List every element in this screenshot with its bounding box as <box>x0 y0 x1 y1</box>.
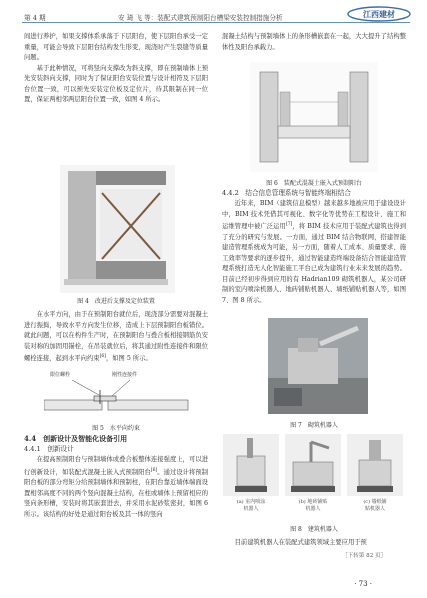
figure-6-image <box>250 62 378 172</box>
left-paragraph-4-text: 在提高预制阳台与预制墙体或叠合板整体连接强度上，可以进行创新设计，如装配式混凝土嵌入式预制阳台 <box>24 456 208 476</box>
left-column-lower <box>24 310 208 365</box>
left-paragraph-1: 间进行养护，如果支撑体系承落于下层阳台，使下层阳台承受一定重量，可能会导致下层阳台结构发生形变，现浇时产生裂缝等质量问题。 <box>24 33 208 61</box>
figure-4-image <box>60 165 175 293</box>
robot-wallpaper-label: (c) 墙纸铺 贴机器人 <box>363 499 387 512</box>
right-paragraph-2 <box>222 199 406 306</box>
issue-label: 第 4 期 <box>24 14 46 22</box>
running-title: 安 琦 飞 等：装配式建筑预制阳台槽梁安装控制措施分析 <box>118 14 283 22</box>
header-rule <box>22 22 410 23</box>
figure-7-image <box>268 318 368 414</box>
citation-6a: [6] <box>99 354 106 359</box>
page-number: · 73 · <box>354 580 372 588</box>
right-paragraph-2-text: 近年来，BIM（建筑信息模型）越来越多地被应用于建设设计中，BIM 技术凭借其可视化、数字化等优势在工程设计、施工和运维管理中被广泛运用 <box>222 200 406 231</box>
fig5-label-bolt: 限位螺栓 <box>50 372 71 378</box>
robot-spray-label: (a) 室内喷涂 机器人 <box>236 499 266 512</box>
figure-8-caption: 图 8 建筑机器人 <box>290 526 338 533</box>
journal-logo <box>346 5 412 22</box>
heading-4-4-1: 4.4.1 创新设计 <box>24 445 74 453</box>
right-column-bottom <box>222 538 406 549</box>
heading-4-4-2: 4.4.2 结合信息管理系统与智能终端相结合 <box>222 189 351 197</box>
right-column-top <box>222 32 406 53</box>
left-column <box>24 32 208 106</box>
figure-5-caption: 图 5 水平向约束 <box>92 425 140 432</box>
left-paragraph-3-end: ，如图 5 所示。 <box>105 355 152 363</box>
svg-text:江西建材: 江西建材 <box>363 10 395 19</box>
heading-4-4: 4.4 创新设计及智能化设备引用 <box>24 434 128 443</box>
left-paragraph-2: 基于此种情况，可将竖向支撑改为斜支撑，即在预制墙体上预先安装斜向支撑，同时为了保证阳台安装位置与设计相符及下层阳台位置一致，可以预先安装定位板及定位片，待其限制在同一位置，保证两相邻两层阳台位置一致，如图 4 所示。 <box>24 64 208 103</box>
figure-7-caption: 图 7 砌筑机器人 <box>290 422 338 429</box>
figure-4-caption: 图 4 改进后支撑及定位装置 <box>77 298 155 305</box>
left-column-section <box>24 433 208 520</box>
figure-6-caption: 图 6 装配式混凝土嵌入式预制阳台 <box>266 180 362 187</box>
right-column-section <box>222 188 406 306</box>
citation-7: [7] <box>285 222 293 227</box>
fig5-label-connector: 刚性连接件 <box>112 372 138 378</box>
robot-tile-label: (b) 地砖铺贴 机器人 <box>298 499 328 512</box>
right-paragraph-2-end: ，将 BIM 技术应用于装配式建筑也得到了充分的研究与发展。一方面，通过 BIM 结合物联网，搭建智能建造管理系统成为可能，另一方面，随着人工成本、质量要求、施工效率等要求的逐步提升，通过智能建造终端设备结合智能建造管理系统打造无人化智能施工平台已成为建筑行业未来发展的趋势。目前已经初步得到应用的有 Hadrian109 砌筑机器人，某公司研制的室内喷涂机器人、地砖铺贴机器人、墙纸铺贴机器人等，如图 7、图 8 所示。 <box>222 223 406 304</box>
right-paragraph-3: 目前建筑机器人在装配式建筑领域主要应用于预 <box>234 539 367 546</box>
citation-6b: [6] <box>150 467 158 473</box>
right-paragraph-1: 混凝土结构与预制墙体上的条形槽嵌套在一起，大大提升了结构整体性及阳台承载力。 <box>222 33 406 51</box>
left-paragraph-4-end: 。通过设计将预制阳台板的部分弯矩分给预制墙体和预制柱，在阳台靠近墙体端面设置相邻高度不同的两个竖向混凝土结构，在柱或墙体上预留相应的竖向条形槽，安装时将其嵌套进去，并采用水泥砂浆密封，如图 6 所示。该结构的好处是通过阳台板及其一体的竖向 <box>24 468 208 518</box>
left-paragraph-4 <box>24 455 208 520</box>
left-paragraph-3-text: 在水平方向，由于在预制阳台就位后，现浇部分需要对混凝土进行振捣，导致水平方向发生位移，造成上下层预制阳台板错位。就此问题，可以在构件生产时，在预制阳台与叠合板相接钢筋负安装对称的加固用锚栓，在吊装就位后，将其通过附性连接件和限位螺栓连接，起到水平向约束 <box>24 311 208 363</box>
continued-note: ［下转第 82 页］ <box>342 553 387 559</box>
left-paragraph-3 <box>24 310 208 365</box>
